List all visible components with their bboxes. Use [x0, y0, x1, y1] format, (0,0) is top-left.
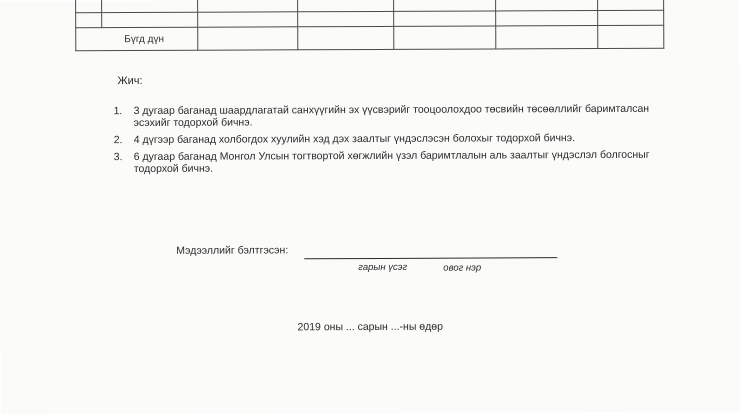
list-item — [114, 149, 664, 175]
total-label: Бүгд дүн — [76, 27, 198, 51]
table-total-row — [76, 25, 664, 51]
notes-title: Жич: — [117, 74, 143, 88]
list-item-number: 2. — [113, 134, 123, 147]
list-item — [114, 103, 664, 129]
signature-line — [304, 257, 557, 259]
list-item-text: 3 дугаар баганад шаардлагатай санхүүгийн эх үүсвэрийг тооцоолохдоо төсвийн төсөөллийг баримталсан эсэхийг тодорхой бичнэ. — [133, 102, 650, 130]
list-item-text: 4 дүгээр баганад холбогдох хуулийн хэд дэх заалтыг үндэслэсэн болохыг тодорхой бичнэ. — [133, 132, 576, 147]
list-item-number: 3. — [113, 151, 123, 164]
list-item-number: 1. — [113, 105, 123, 118]
name-caption: овог нэр — [443, 262, 482, 274]
list-item — [114, 132, 664, 146]
notes-list — [114, 103, 664, 180]
summary-table — [75, 0, 664, 51]
list-item-text: 6 дугаар баганад Монгол Улсын тогтвортой хөгжлийн үзэл баримтлалын аль заалтыг үндэслэл болгосныг тодорхой бичнэ. — [133, 148, 650, 176]
signature-caption: гарын үсэг — [358, 261, 408, 274]
date-line: 2019 оны ... сарын ...-ны өдөр — [297, 320, 443, 334]
prepared-by-label: Мэдээллийг бэлтгэсэн: — [176, 244, 289, 257]
